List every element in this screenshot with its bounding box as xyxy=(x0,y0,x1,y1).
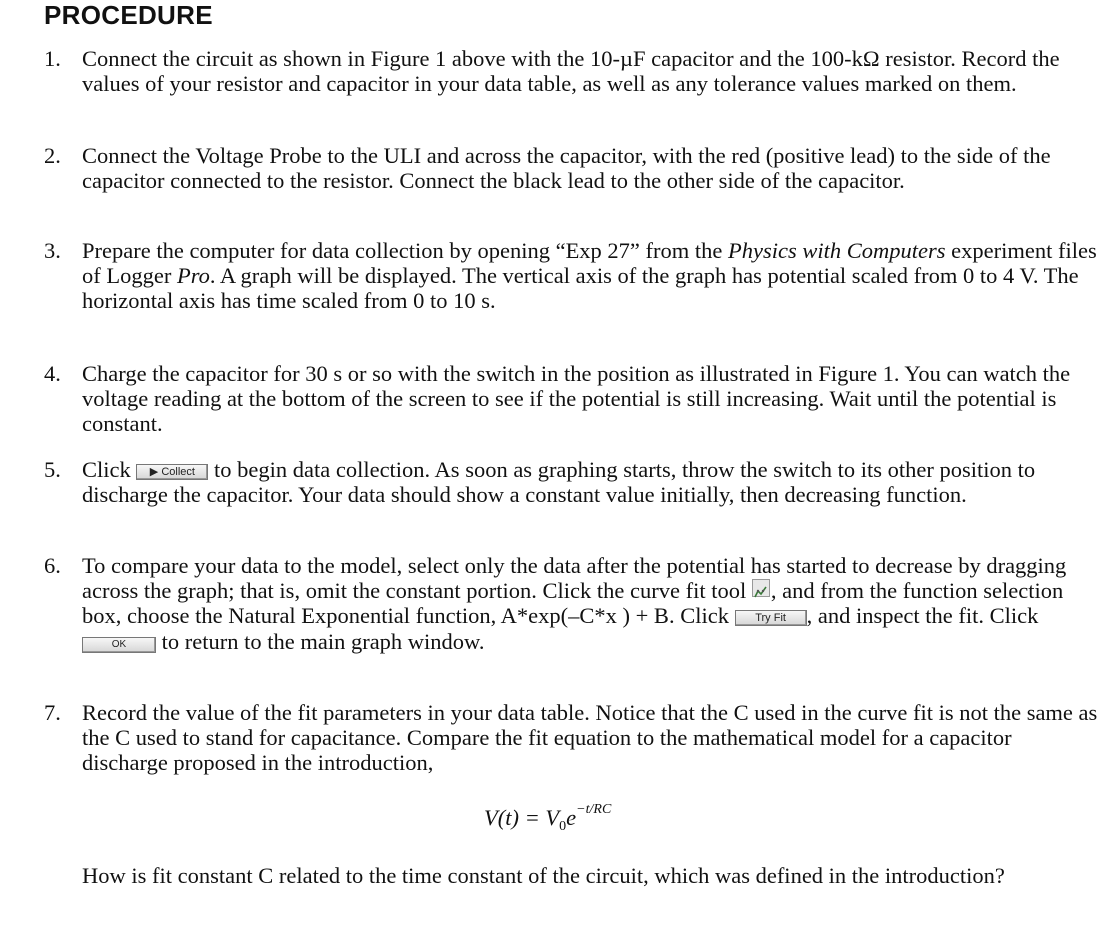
step-text: Connect the circuit as shown in Figure 1 above with the 10-µF capacitor and the 100-kΩ resistor. Record the values of your resistor and capacitor in your data table, as well as any tolerance values marked on them. xyxy=(82,46,1060,97)
step-number: 6. xyxy=(44,553,61,578)
step-text: Click ▶ Collect to begin data collection. As soon as graphing starts, throw the switch to its other position to discharge the capacitor. Your data should show a constant value initially, then decreasing function. xyxy=(82,457,1036,508)
ok-button[interactable]: OK xyxy=(82,637,156,653)
collect-button[interactable]: ▶ Collect xyxy=(136,464,208,480)
step-number: 7. xyxy=(44,700,61,725)
procedure-heading: PROCEDURE xyxy=(44,0,213,30)
step-number: 5. xyxy=(44,457,61,482)
step-text: To compare your data to the model, select only the data after the potential has started to decrease by dragging across the graph; that is, omit the constant portion. Click the curve fit tool , and from the function selection box, choose the Natural Exponential function, A*exp(–C*x ) + B. Click Try Fit , and inspect the fit. Click OK to return to the main graph window. xyxy=(82,553,1067,654)
step-text: Connect the Voltage Probe to the ULI and across the capacitor, with the red (positive lead) to the side of the capacitor connected to the resistor. Connect the black lead to the other side of the capacitor. xyxy=(82,143,1051,194)
step-number: 1. xyxy=(44,46,61,71)
step-text: Prepare the computer for data collection by opening “Exp 27” from the Physics with Computers experiment files of Logger Pro. A graph will be displayed. The vertical axis of the graph has potential scaled from 0 to 4 V. The horizontal axis has time scaled from 0 to 10 s. xyxy=(82,238,1097,314)
discharge-equation: $V(t) = V_0e^{-t/RC}$ xyxy=(484,802,612,834)
step-number: 4. xyxy=(44,361,61,386)
try-fit-button[interactable]: Try Fit xyxy=(735,610,807,626)
step-text: Charge the capacitor for 30 s or so with the switch in the position as illustrated in Figure 1. You can watch the voltage reading at the bottom of the screen to see if the potential is still increasing. Wait until the potential is constant. xyxy=(82,361,1071,437)
step-number: 2. xyxy=(44,143,61,168)
question-text: How is fit constant C related to the time constant of the circuit, which was defined in the introduction? xyxy=(82,863,1005,888)
curve-fit-tool-icon[interactable] xyxy=(752,579,770,597)
step-number: 3. xyxy=(44,238,61,263)
step-text: Record the value of the fit parameters in your data table. Notice that the C used in the curve fit is not the same as the C used to stand for capacitance. Compare the fit equation to the mathematical model for a capacitor discharge proposed in the introduction, xyxy=(82,700,1098,776)
